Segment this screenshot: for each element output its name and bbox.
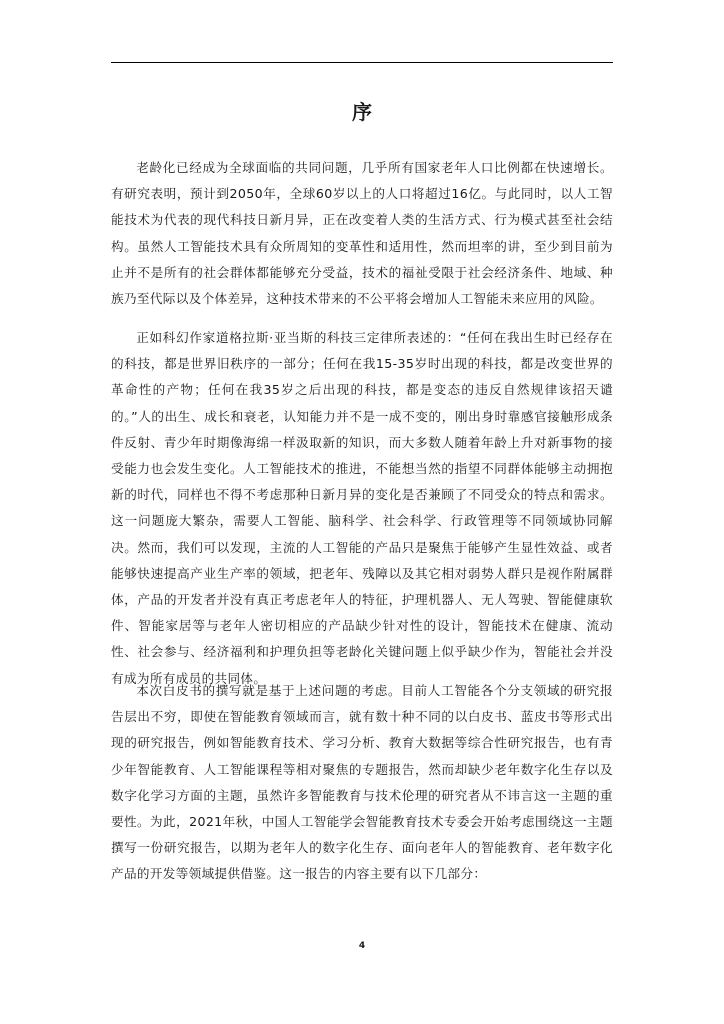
page-number: 4: [358, 941, 366, 951]
page-title: 序: [352, 100, 372, 124]
paragraph: 老龄化已经成为全球面临的共同问题，几乎所有国家老年人口比例都在快速增长。有研究表明，预计到2050年，全球60岁以上的人口将超过16亿。与此同时，以人工智能技术为代表的现代科技日新月异，正在改变着人类的生活方式、行为模式甚至社会结构。虽然人工智能技术具有众所周知的变革性和适用性，然而坦率的讲，至少到目前为止并不是所有的社会群体都能够充分受益，技术的福祉受限于社会经济条件、地域、种族乃至代际以及个体差异，这种技术带来的不公平将会增加人工智能未来应用的风险。: [111, 160, 613, 307]
header-rule: [111, 62, 613, 63]
paragraph: 本次白皮书的撰写就是基于上述问题的考虑。目前人工智能各个分支领域的研究报告层出不穷，即使在智能教育领域而言，就有数十种不同的以白皮书、蓝皮书等形式出现的研究报告，例如智能教育技术、学习分析、教育大数据等综合性研究报告，也有青少年智能教育、人工智能课程等相对聚焦的专题报告，然而却缺少老年数字化生存以及数字化学习方面的主题，虽然许多智能教育与技术伦理的研究者从不讳言这一主题的重要性。为此，2021年秋，中国人工智能学会智能教育技术专委会开始考虑围绕这一主题撰写一份研究报告，以期为老年人的数字化生存、面向老年人的智能教育、老年数字化产品的开发等领域提供借鉴。这一报告的内容主要有以下几部分：: [111, 683, 613, 882]
paragraph: 正如科幻作家道格拉斯·亚当斯的科技三定律所表述的：“任何在我出生时已经存在的科技，都是世界旧秩序的一部分；任何在我15-35岁时出现的科技，都是改变世界的革命性的产物；任何在我35岁之后出现的科技，都是变态的违反自然规律该招天谴的。”人的出生、成长和衰老，认知能力并不是一成不变的，刚出身时靠感官接触形成条件反射、青少年时期像海绵一样汲取新的知识，而大多数人随着年龄上升对新事物的接受能力也会发生变化。人工智能技术的推进，不能想当然的指望不同群体能够主动拥抱新的时代，同样也不得不考虑那种日新月异的变化是否兼顾了不同受众的特点和需求。这一问题庞大繁杂，需要人工智能、脑科学、社会科学、行政管理等不同领域协同解决。然而，我们可以发现，主流的人工智能的产品只是聚焦于能够产生显性效益、或者能够快速提高产业生产率的领域，把老年、残障以及其它相对弱势人群只是视作附属群体，产品的开发者并没有真正考虑老年人的特征，护理机器人、无人驾驶、智能健康软件、智能家居等与老年人密切相应的产品缺少针对性的设计，智能技术在健康、流动性、社会参与、经济福利和护理负担等老龄化关键问题上似乎缺少作为，智能社会并没有成为所有成员的共同体。: [111, 330, 613, 686]
